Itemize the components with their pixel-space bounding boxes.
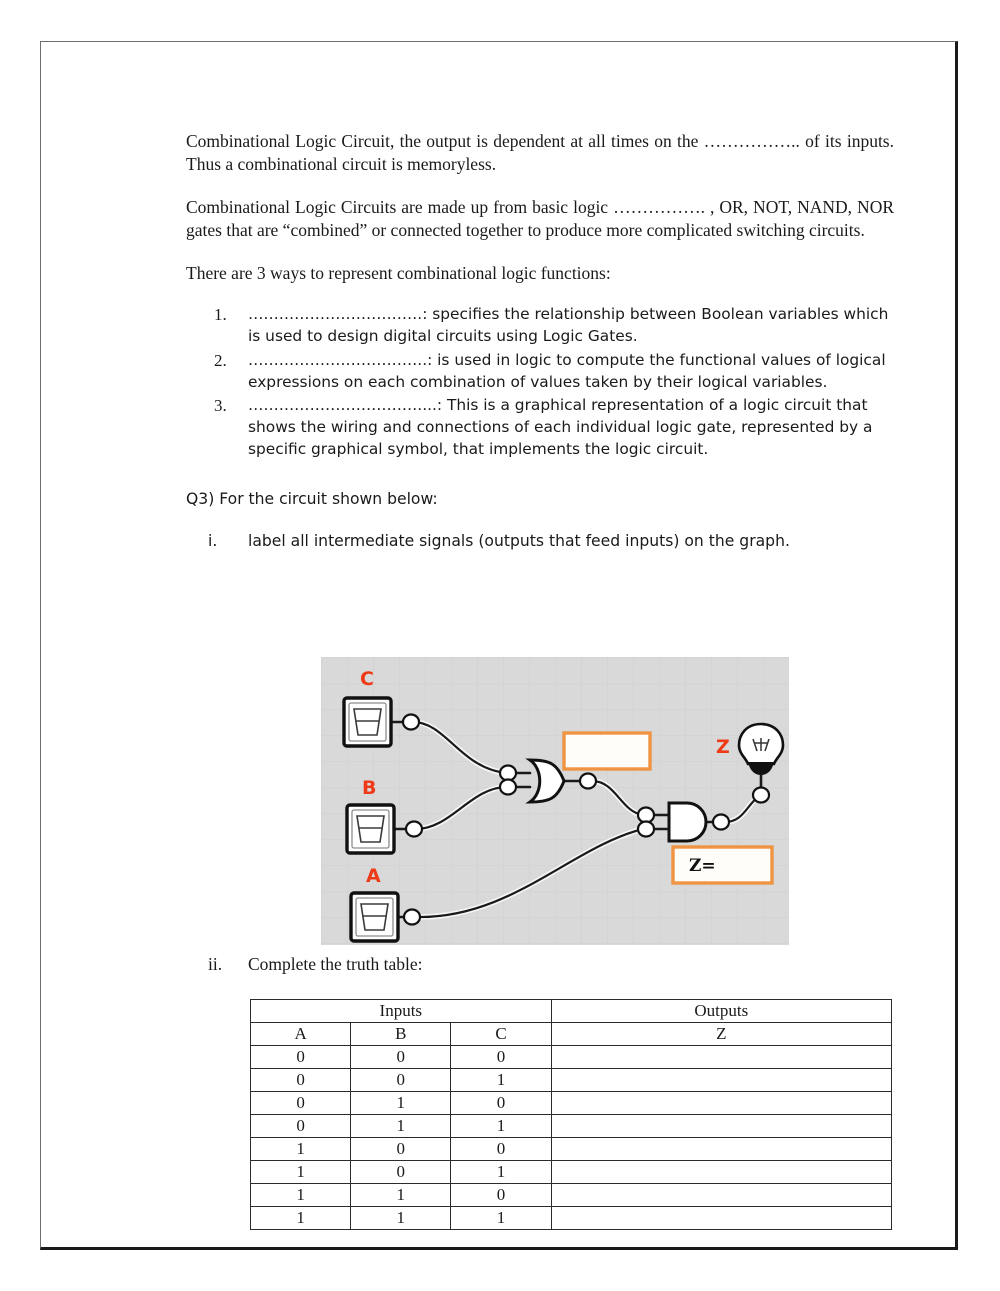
list-item-text: ……………………………..: is used in logic to compute the functional values of logical expressions on each combination of values taken by their logical variables. (248, 350, 886, 391)
output-expression-box-text: Z= (689, 856, 716, 876)
circuit-diagram (321, 657, 789, 945)
node-or-in1 (500, 766, 516, 781)
switch-label-b: B (362, 777, 377, 799)
paragraph-three-ways: There are 3 ways to represent combinational logic functions: (186, 263, 611, 284)
group-header-outputs: Outputs (551, 1000, 891, 1023)
truth-table-body (251, 1046, 892, 1230)
intermediate-signal-box[interactable] (564, 733, 650, 769)
cell-a: 1 (251, 1184, 351, 1207)
representation-list (186, 303, 894, 459)
cell-c: 1 (451, 1115, 551, 1138)
cell-c: 0 (451, 1046, 551, 1069)
cell-c: 1 (451, 1161, 551, 1184)
list-number: 3. (214, 395, 227, 415)
cell-b: 1 (351, 1115, 451, 1138)
sub-item-i (186, 532, 894, 550)
list-item-text: …………………………….: specifies the relationship between Boolean variables which is used to design digital circuits using Logic Gates. (248, 305, 889, 346)
cell-a: 1 (251, 1138, 351, 1161)
cell-b: 1 (351, 1207, 451, 1230)
cell-b: 1 (351, 1092, 451, 1115)
output-expression-box[interactable] (673, 847, 772, 883)
cell-a: 0 (251, 1092, 351, 1115)
group-header-inputs: Inputs (251, 1000, 552, 1023)
list-item-truth-table (186, 349, 894, 393)
switch-c[interactable] (344, 698, 391, 746)
node-and-out (713, 815, 729, 830)
list-item-boolean-expression (186, 303, 894, 347)
cell-z[interactable] (551, 1046, 891, 1069)
node-or-out (580, 774, 596, 789)
cell-a: 0 (251, 1069, 351, 1092)
cell-z[interactable] (551, 1069, 891, 1092)
cell-a: 1 (251, 1207, 351, 1230)
cell-b: 0 (351, 1161, 451, 1184)
cell-a: 0 (251, 1115, 351, 1138)
cell-c: 1 (451, 1069, 551, 1092)
document-body (186, 130, 894, 550)
cell-c: 1 (451, 1207, 551, 1230)
paragraph-gates: Combinational Logic Circuits are made up from basic logic ……………. , OR, NOT, NAND, NOR gates that are “combined” or connected together to produce more complicated switching circuits. (186, 197, 894, 241)
node-b-out (406, 822, 422, 837)
cell-b: 0 (351, 1069, 451, 1092)
table-column-header-row (251, 1023, 892, 1046)
question-3-heading: Q3) For the circuit shown below: (186, 489, 438, 508)
cell-z[interactable] (551, 1138, 891, 1161)
table-row (251, 1138, 892, 1161)
switch-label-a: A (366, 865, 381, 887)
sub-item-ii (186, 954, 894, 975)
column-header-b: B (351, 1023, 451, 1046)
switch-a[interactable] (351, 893, 398, 941)
node-lamp-in (753, 788, 769, 803)
cell-z[interactable] (551, 1184, 891, 1207)
cell-c: 0 (451, 1138, 551, 1161)
sub-item-marker: ii. (208, 954, 223, 974)
table-row (251, 1161, 892, 1184)
list-number: 1. (214, 305, 227, 325)
cell-z[interactable] (551, 1115, 891, 1138)
node-or-in2 (500, 780, 516, 795)
node-and-in1 (638, 808, 654, 823)
table-row (251, 1207, 892, 1230)
node-and-in2 (638, 822, 654, 837)
cell-b: 0 (351, 1046, 451, 1069)
column-header-z: Z (551, 1023, 891, 1046)
cell-a: 1 (251, 1161, 351, 1184)
switch-b[interactable] (347, 805, 394, 853)
column-header-a: A (251, 1023, 351, 1046)
table-row (251, 1069, 892, 1092)
cell-z[interactable] (551, 1207, 891, 1230)
truth-table (250, 999, 892, 1230)
switch-label-c: C (360, 668, 374, 690)
node-a-out (404, 910, 420, 925)
column-header-c: C (451, 1023, 551, 1046)
table-row (251, 1092, 892, 1115)
sub-item-text: label all intermediate signals (outputs that feed inputs) on the graph. (248, 531, 790, 550)
table-group-header-row (251, 1000, 892, 1023)
page-border (40, 41, 958, 1250)
cell-z[interactable] (551, 1161, 891, 1184)
node-c-out (403, 715, 419, 730)
sub-item-ii-wrapper (186, 954, 894, 975)
table-row (251, 1115, 892, 1138)
table-row (251, 1184, 892, 1207)
cell-b: 1 (351, 1184, 451, 1207)
sub-item-marker: i. (208, 531, 218, 550)
paragraph-definition: Combinational Logic Circuit, the output is dependent at all times on the …………….. of its inputs. Thus a combinational circuit is memoryless. (186, 131, 894, 175)
list-number: 2. (214, 350, 227, 370)
cell-c: 0 (451, 1184, 551, 1207)
sub-item-text: Complete the truth table: (248, 954, 423, 974)
and-gate[interactable] (669, 803, 706, 841)
cell-z[interactable] (551, 1092, 891, 1115)
list-item-text: ……………………………....: This is a graphical representation of a logic circuit that shows the wiring and connections of each individual logic gate, represented by a specific graphical symbol, that implements the logic circuit. (248, 395, 873, 458)
cell-a: 0 (251, 1046, 351, 1069)
table-row (251, 1046, 892, 1069)
list-item-logic-diagram (186, 394, 894, 460)
cell-c: 0 (451, 1092, 551, 1115)
cell-b: 0 (351, 1138, 451, 1161)
lamp-label-z: Z (716, 736, 730, 758)
